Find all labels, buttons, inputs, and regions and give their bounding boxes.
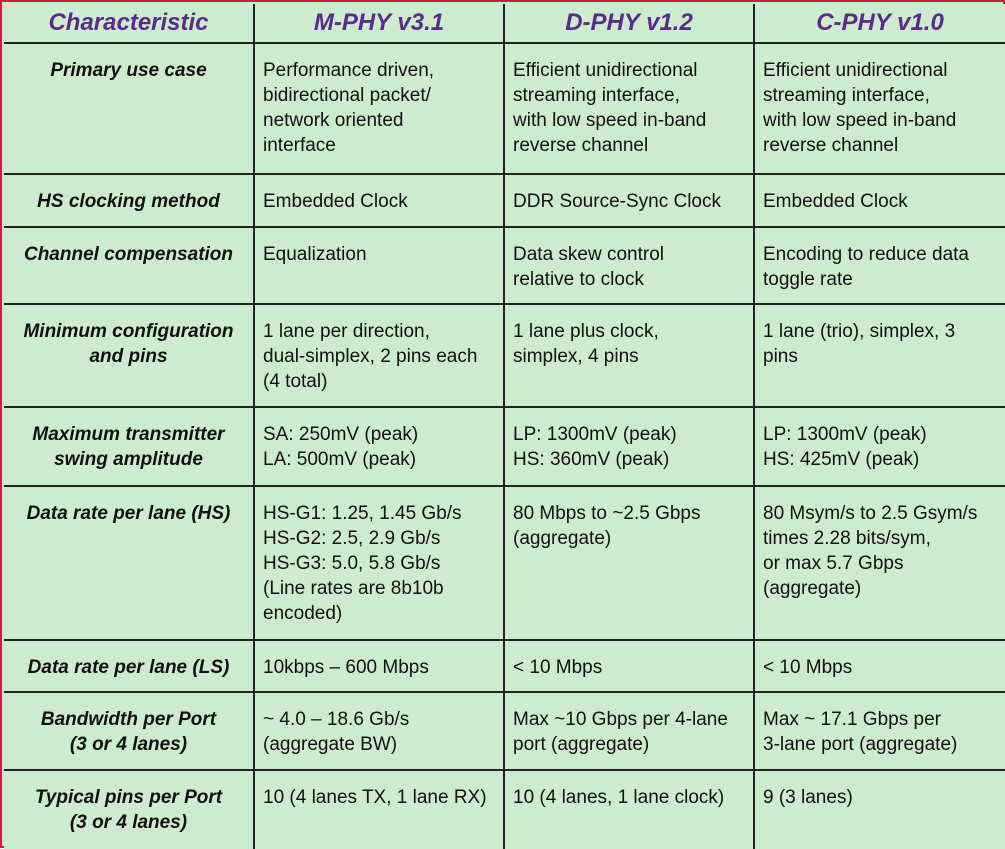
row-characteristic: Data rate per lane (HS) [4,486,254,640]
cell-mphy: Embedded Clock [254,174,504,227]
table-row [4,174,1005,227]
row-characteristic: Primary use case [4,43,254,174]
cell-dphy: Efficient unidirectional streaming interface, with low speed in-band reverse channel [504,43,754,174]
header-characteristic: Characteristic [4,4,254,43]
cell-mphy: Performance driven, bidirectional packet/ network oriented interface [254,43,504,174]
cell-dphy: 80 Mbps to ~2.5 Gbps (aggregate) [504,486,754,640]
cell-mphy: 1 lane per direction, dual-simplex, 2 pins each (4 total) [254,304,504,407]
cell-mphy: ~ 4.0 – 18.6 Gb/s (aggregate BW) [254,692,504,770]
cell-cphy: Embedded Clock [754,174,1005,227]
cell-mphy: HS-G1: 1.25, 1.45 Gb/s HS-G2: 2.5, 2.9 Gb/s HS-G3: 5.0, 5.8 Gb/s (Line rates are 8b10b encoded) [254,486,504,640]
row-characteristic: Bandwidth per Port (3 or 4 lanes) [4,692,254,770]
table-row [4,640,1005,692]
cell-cphy: Efficient unidirectional streaming interface, with low speed in-band reverse channel [754,43,1005,174]
cell-mphy: 10 (4 lanes TX, 1 lane RX) [254,770,504,849]
table-row [4,407,1005,486]
cell-cphy: 9 (3 lanes) [754,770,1005,849]
cell-mphy: 10kbps – 600 Mbps [254,640,504,692]
header-dphy: D-PHY v1.2 [504,4,754,43]
table-row [4,770,1005,849]
cell-cphy: 1 lane (trio), simplex, 3 pins [754,304,1005,407]
cell-cphy: 80 Msym/s to 2.5 Gsym/s times 2.28 bits/sym, or max 5.7 Gbps (aggregate) [754,486,1005,640]
row-characteristic: Maximum transmitter swing amplitude [4,407,254,486]
cell-cphy: Max ~ 17.1 Gbps per 3-lane port (aggregate) [754,692,1005,770]
cell-mphy: Equalization [254,227,504,304]
cell-mphy: SA: 250mV (peak) LA: 500mV (peak) [254,407,504,486]
cell-dphy: 1 lane plus clock, simplex, 4 pins [504,304,754,407]
table-row [4,304,1005,407]
cell-dphy: LP: 1300mV (peak) HS: 360mV (peak) [504,407,754,486]
table-row [4,692,1005,770]
row-characteristic: Data rate per lane (LS) [4,640,254,692]
row-characteristic: Typical pins per Port (3 or 4 lanes) [4,770,254,849]
cell-dphy: < 10 Mbps [504,640,754,692]
row-characteristic: HS clocking method [4,174,254,227]
header-cphy: C-PHY v1.0 [754,4,1005,43]
phy-comparison-table [4,4,1005,849]
table-row [4,486,1005,640]
table-row [4,227,1005,304]
header-row [4,4,1005,43]
cell-dphy: Max ~10 Gbps per 4-lane port (aggregate) [504,692,754,770]
cell-dphy: 10 (4 lanes, 1 lane clock) [504,770,754,849]
row-characteristic: Minimum configuration and pins [4,304,254,407]
cell-cphy: < 10 Mbps [754,640,1005,692]
cell-dphy: DDR Source-Sync Clock [504,174,754,227]
header-mphy: M-PHY v3.1 [254,4,504,43]
table-row [4,43,1005,174]
cell-cphy: Encoding to reduce data toggle rate [754,227,1005,304]
cell-dphy: Data skew control relative to clock [504,227,754,304]
cell-cphy: LP: 1300mV (peak) HS: 425mV (peak) [754,407,1005,486]
row-characteristic: Channel compensation [4,227,254,304]
